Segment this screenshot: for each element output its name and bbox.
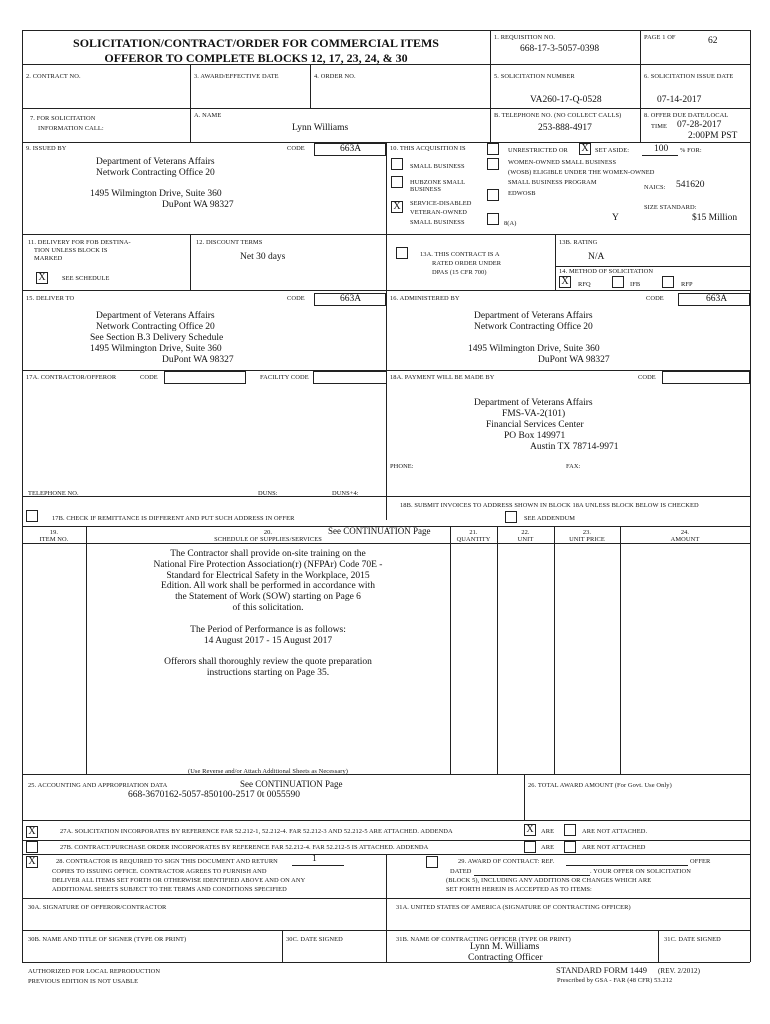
27a-are-checkbox[interactable]: X — [524, 824, 536, 836]
rfq-label: RFQ — [578, 281, 591, 288]
set-aside-label: SET ASIDE: — [595, 147, 630, 154]
sdvosb-label-3: SMALL BUSINESS — [410, 219, 465, 226]
signature-officer-label: 31A. UNITED STATES OF AMERICA (SIGNATURE OF CONTRACTING OFFICER) — [396, 904, 631, 911]
delivery-fob-label-3: MARKED — [34, 255, 63, 262]
payment-line-5: Austin TX 78714-9971 — [530, 442, 619, 452]
item-description — [86, 549, 450, 679]
remittance-label: 17B. CHECK IF REMITTANCE IS DIFFERENT AND PUT SUCH ADDRESS IN OFFER — [52, 515, 295, 522]
name-label: A. NAME — [194, 112, 222, 119]
deliver-to-line-1: Department of Veterans Affairs — [96, 311, 215, 321]
27b-checkbox[interactable] — [26, 841, 38, 853]
hubzone-label-2: BUSINESS — [410, 186, 441, 193]
acquisition-label: 10. THIS ACQUISITION IS — [390, 145, 466, 152]
hubzone-checkbox[interactable] — [391, 176, 403, 188]
remittance-checkbox[interactable] — [26, 510, 38, 522]
delivery-fob-label: 11. DELIVERY FOR FOB DESTINA- — [28, 239, 131, 246]
see-addendum-label: SEE ADDENDUM — [524, 515, 576, 522]
unrestricted-checkbox[interactable] — [487, 143, 499, 155]
percent-for-label: % FOR: — [680, 147, 702, 154]
rating-value[interactable]: N/A — [588, 252, 605, 262]
issue-date-label: 6. SOLICITATION ISSUE DATE — [644, 73, 734, 80]
award-date-label: 3. AWARD/EFFECTIVE DATE — [194, 73, 279, 80]
payment-line-4: PO Box 149971 — [504, 431, 566, 441]
issued-by-line-4: 1495 Wilmington Drive, Suite 360 — [90, 189, 222, 199]
time-label: TIME — [651, 123, 668, 130]
wosb-label: WOMEN-OWNED SMALL BUSINESS — [508, 159, 617, 166]
8a-checkbox[interactable] — [487, 213, 499, 225]
28-label-3: DELIVER ALL ITEMS SET FORTH OR OTHERWISE IDENTIFIED ABOVE AND ON ANY — [52, 877, 306, 884]
deliver-to-code: 663A — [340, 294, 362, 304]
desc-line: of this solicitation. — [232, 602, 304, 613]
deliver-to-line-5: DuPont WA 98327 — [162, 355, 234, 365]
28-label: 28. CONTRACTOR IS REQUIRED TO SIGN THIS DOCUMENT AND RETURN — [56, 858, 278, 865]
ifb-checkbox[interactable] — [612, 276, 624, 288]
contractor-code-label: CODE — [140, 374, 158, 381]
sdvosb-checkbox[interactable]: X — [391, 201, 403, 213]
size-standard[interactable]: $15 Million — [692, 213, 738, 223]
contractor-label: 17A. CONTRACTOR/OFFEROR — [26, 374, 117, 381]
discount-terms[interactable]: Net 30 days — [240, 252, 286, 262]
rating-label: 13B. RATING — [559, 239, 598, 246]
continuation-page-1: See CONTINUATION Page — [328, 526, 431, 536]
desc-line: National Fire Protection Association(r) (NFPAr) Code 70E - — [153, 559, 383, 570]
solicitation-number[interactable]: VA260-17-Q-0528 — [530, 95, 602, 105]
27a-label: 27A. SOLICITATION INCORPORATES BY REFERENCE FAR 52.212-1, 52.212-4. FAR 52.212-3 AND 52.212-5 ARE ATTACHED. ADDENDA — [60, 828, 453, 835]
28-copies[interactable]: 1 — [312, 854, 317, 864]
offer-due-time[interactable]: 2:00PM PST — [688, 131, 738, 141]
27a-are-label: ARE — [541, 828, 555, 835]
29-your-offer-label: . YOUR OFFER ON SOLICITATION — [590, 868, 691, 875]
officer-name-label: 31B. NAME OF CONTRACTING OFFICER (TYPE OR PRINT) — [396, 936, 571, 943]
issue-date[interactable]: 07-14-2017 — [657, 95, 702, 105]
page-label: PAGE 1 OF — [644, 34, 676, 41]
see-schedule-checkbox[interactable]: X — [36, 272, 48, 284]
unit-header: 22. UNIT — [517, 529, 534, 543]
footer-prescribed: Prescribed by GSA - FAR (48 CFR) 53.212 — [557, 977, 673, 984]
desc-line: instructions starting on Page 35. — [206, 668, 330, 679]
administered-by-code: 663A — [706, 294, 728, 304]
payment-code-label: CODE — [638, 374, 656, 381]
rfq-checkbox[interactable]: X — [559, 276, 571, 288]
size-standard-label: SIZE STANDARD: — [644, 204, 697, 211]
rated-order-checkbox[interactable] — [396, 247, 408, 259]
small-business-checkbox[interactable] — [391, 158, 403, 170]
telephone-label: B. TELEPHONE NO. (NO COLLECT CALLS) — [494, 112, 622, 119]
hubzone-label: HUBZONE SMALL — [410, 179, 466, 186]
duns4-label: DUNS+4: — [332, 490, 359, 497]
rfp-label: RFP — [681, 281, 693, 288]
accounting-label: 25. ACCOUNTING AND APPROPRIATION DATA — [28, 782, 168, 789]
issued-by-line-5: DuPont WA 98327 — [162, 200, 234, 210]
offer-due-label: 8. OFFER DUE DATE/LOCAL — [644, 112, 729, 119]
contractor-code-box[interactable] — [164, 371, 246, 384]
issued-by-code-label: CODE — [287, 145, 305, 152]
deliver-to-label: 15. DELIVER TO — [26, 295, 75, 302]
payment-code-box[interactable] — [662, 371, 750, 384]
offer-due-date[interactable]: 07-28-2017 — [677, 120, 722, 130]
27a-not-attached-checkbox[interactable] — [564, 824, 576, 836]
solicitation-info-label: 7. FOR SOLICITATION — [30, 115, 96, 122]
unrestricted-label: UNRESTRICTED OR — [508, 147, 568, 154]
duns-label: DUNS: — [258, 490, 278, 497]
desc-line: Standard for Electrical Safety in the Workplace, 2015 — [166, 570, 370, 581]
form-title: SOLICITATION/CONTRACT/ORDER FOR COMMERCIAL ITEMS — [73, 36, 439, 50]
solicitation-method-label: 14. METHOD OF SOLICITATION — [559, 268, 654, 275]
date-signed-31c-label: 31C. DATE SIGNED — [664, 936, 721, 943]
administered-by-line-4: 1495 Wilmington Drive, Suite 360 — [468, 344, 600, 354]
signature-offeror-label: 30A. SIGNATURE OF OFFEROR/CONTRACTOR — [28, 904, 167, 911]
item-no-header: 19. ITEM NO. — [39, 529, 69, 543]
administered-by-line-5: DuPont WA 98327 — [538, 355, 610, 365]
ifb-label: IFB — [630, 281, 641, 288]
issued-by-code: 663A — [340, 144, 362, 154]
see-schedule-label: SEE SCHEDULE — [62, 275, 110, 282]
desc-line: The Period of Performance is as follows: — [190, 624, 346, 635]
issued-by-label: 9. ISSUED BY — [26, 145, 67, 152]
payment-line-3: Financial Services Center — [486, 420, 584, 430]
administered-by-label: 16. ADMINISTERED BY — [390, 295, 460, 302]
administered-by-line-2: Network Contracting Office 20 — [474, 322, 593, 332]
29-label-3: (BLOCK 5), INCLUDING ANY ADDITIONS OR CHANGES WHICH ARE — [446, 877, 652, 884]
wosb-label-2: (WOSB) ELIGIBLE UNDER THE WOMEN-OWNED — [508, 169, 655, 176]
schedule-header: 20. SCHEDULE OF SUPPLIES/SERVICES — [214, 529, 322, 543]
contact-phone[interactable]: 253-888-4917 — [538, 123, 592, 133]
set-aside-percent[interactable]: 100 — [654, 144, 669, 154]
rfp-checkbox[interactable] — [662, 276, 674, 288]
solicitation-info-label-2: INFORMATION CALL: — [38, 125, 104, 132]
delivery-fob-label-2: TION UNLESS BLOCK IS — [34, 247, 108, 254]
naics-code[interactable]: 541620 — [676, 180, 705, 190]
date-signed-30c-label: 30C. DATE SIGNED — [286, 936, 343, 943]
officer-title: Contracting Officer — [468, 953, 543, 963]
8a-value: Y — [612, 213, 619, 223]
quantity-header: 21. QUANTITY — [456, 529, 491, 543]
accounting-data[interactable]: 668-3670162-5057-850100-2517 0t 0055590 — [128, 790, 301, 800]
issued-by-line-1: Department of Veterans Affairs — [96, 157, 215, 167]
signer-name-label: 30B. NAME AND TITLE OF SIGNER (TYPE OR PRINT) — [28, 936, 187, 943]
footer-reproduction: AUTHORIZED FOR LOCAL REPRODUCTION — [28, 968, 161, 975]
submit-invoices-label: 18B. SUBMIT INVOICES TO ADDRESS SHOWN IN BLOCK 18A UNLESS BLOCK BELOW IS CHECKED — [400, 502, 699, 509]
total-award-label: 26. TOTAL AWARD AMOUNT (For Govt. Use Only) — [528, 782, 672, 789]
desc-line: Edition. All work shall be performed in accordance with — [161, 581, 375, 592]
desc-line: The Contractor shall provide on-site training on the — [170, 549, 366, 559]
rated-order-label-2: RATED ORDER UNDER — [432, 260, 502, 267]
requisition-label: 1. REQUISITION NO. — [494, 34, 556, 41]
wosb-label-3: SMALL BUSINESS PROGRAM — [508, 179, 597, 186]
27b-label: 27B. CONTRACT/PURCHASE ORDER INCORPORATES BY REFERENCE FAR 52.212-4. FAR 52.212-5 IS ATTACHED. ADDENDA — [60, 844, 429, 851]
footer-revision: (REV. 2/2012) — [658, 967, 701, 975]
rated-order-label-3: DPAS (15 CFR 700) — [432, 269, 487, 276]
edwosb-label: EDWOSB — [508, 190, 536, 197]
solicitation-number-label: 5. SOLICITATION NUMBER — [494, 73, 575, 80]
27a-checkbox[interactable]: X — [26, 826, 38, 838]
administered-by-line-1: Department of Veterans Affairs — [474, 311, 593, 321]
29-label: 29. AWARD OF CONTRACT: REF. — [458, 858, 555, 865]
deliver-to-line-3: See Section B.3 Delivery Schedule — [90, 333, 224, 343]
footer-form-name: STANDARD FORM 1449 — [556, 965, 647, 975]
telephone-no-label: TELEPHONE NO. — [28, 490, 79, 497]
desc-line: the Statement of Work (SOW) starting on Page 6 — [175, 592, 361, 603]
payment-label: 18A. PAYMENT WILL BE MADE BY — [390, 374, 495, 381]
contact-name[interactable]: Lynn Williams — [292, 123, 349, 133]
contract-no-label: 2. CONTRACT NO. — [26, 73, 81, 80]
27b-are-label: ARE — [541, 844, 555, 851]
page-total: 62 — [708, 36, 718, 46]
deliver-to-line-4: 1495 Wilmington Drive, Suite 360 — [90, 344, 222, 354]
27a-not-attached-label: ARE NOT ATTACHED. — [582, 828, 648, 835]
payment-line-2: FMS-VA-2(101) — [502, 409, 566, 419]
29-dated-label: DATED — [450, 868, 472, 875]
sdvosb-label-2: VETERAN-OWNED — [410, 209, 468, 216]
requisition-number[interactable]: 668-17-3-5057-0398 — [520, 44, 600, 54]
desc-line: 14 August 2017 - 15 August 2017 — [203, 635, 333, 646]
28-label-4: ADDITIONAL SHEETS SUBJECT TO THE TERMS AND CONDITIONS SPECIFIED — [52, 886, 287, 893]
form-subtitle: OFFEROR TO COMPLETE BLOCKS 12, 17, 23, 24, & 30 — [104, 51, 408, 65]
29-label-4: SET FORTH HEREIN IS ACCEPTED AS TO ITEMS: — [446, 886, 592, 893]
deliver-to-line-2: Network Contracting Office 20 — [96, 322, 215, 332]
phone-label: PHONE: — [390, 463, 414, 470]
payment-line-1: Department of Veterans Affairs — [474, 398, 593, 408]
naics-label: NAICS: — [644, 184, 666, 191]
amount-header: 24. AMOUNT — [670, 529, 700, 543]
small-business-label: SMALL BUSINESS — [410, 163, 465, 170]
set-aside-checkbox[interactable]: X — [579, 143, 591, 155]
continuation-page-2: See CONTINUATION Page — [240, 779, 343, 789]
see-addendum-checkbox[interactable] — [505, 511, 517, 523]
officer-name: Lynn M. Williams — [470, 942, 540, 952]
administered-by-code-label: CODE — [646, 295, 664, 302]
reverse-note: (Use Reverse and/or Attach Additional Sheets as Necessary) — [187, 768, 349, 775]
28-label-2: COPIES TO ISSUING OFFICE. CONTRACTOR AGREES TO FURNISH AND — [52, 868, 267, 875]
discount-terms-label: 12. DISCOUNT TERMS — [196, 239, 263, 246]
29-checkbox[interactable] — [426, 856, 438, 868]
rated-order-label: 13A. THIS CONTRACT IS A — [420, 251, 500, 258]
27b-are-checkbox[interactable] — [524, 841, 536, 853]
facility-code-label: FACILITY CODE — [260, 374, 309, 381]
8a-label: 8(A) — [504, 220, 517, 227]
wosb-checkbox[interactable] — [487, 158, 499, 170]
deliver-to-code-label: CODE — [287, 295, 305, 302]
desc-line: Offerors shall thoroughly review the quote preparation — [164, 657, 372, 668]
fax-label: FAX: — [566, 463, 581, 470]
unit-price-header: 23. UNIT PRICE — [569, 529, 605, 543]
27b-not-attached-label: ARE NOT ATTACHED — [582, 844, 646, 851]
edwosb-checkbox[interactable] — [487, 189, 499, 201]
facility-code-box[interactable] — [313, 371, 387, 384]
28-checkbox[interactable]: X — [26, 856, 38, 868]
29-offer-label: OFFER — [690, 858, 711, 865]
footer-previous-edition: PREVIOUS EDITION IS NOT USABLE — [28, 978, 139, 985]
order-no-label: 4. ORDER NO. — [314, 73, 356, 80]
27b-not-attached-checkbox[interactable] — [564, 841, 576, 853]
sdvosb-label: SERVICE-DISABLED — [410, 200, 472, 207]
issued-by-line-2: Network Contracting Office 20 — [96, 168, 215, 178]
